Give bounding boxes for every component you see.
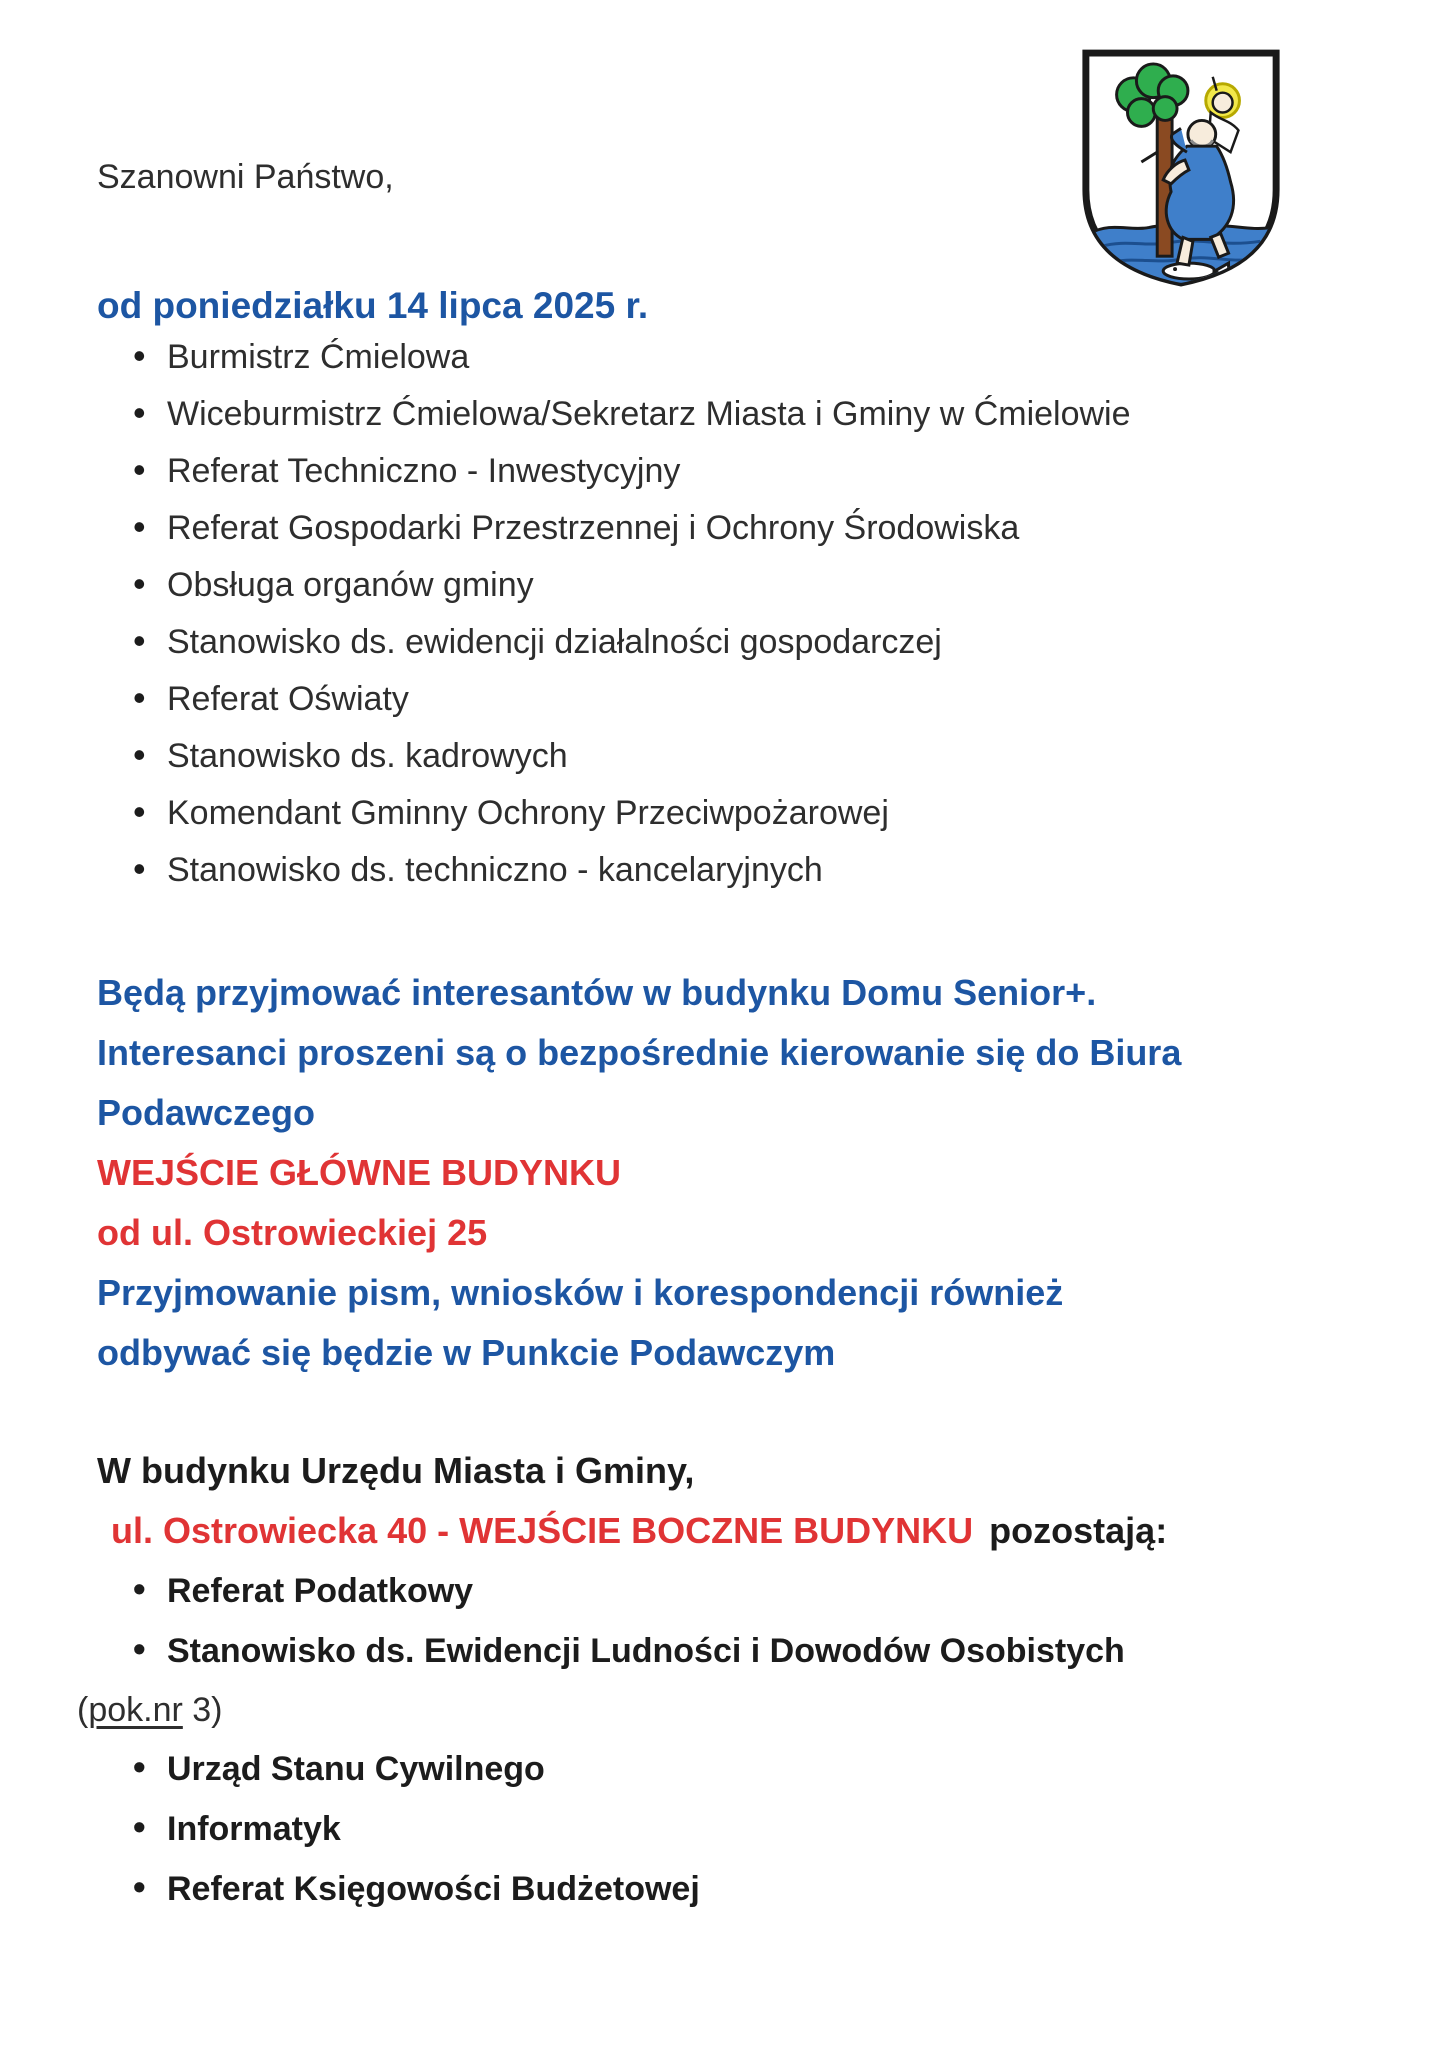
- departments-list-1: [97, 443, 1388, 671]
- list-item: • Stanowisko ds. techniczno - kancelaryjnych: [133, 842, 1388, 899]
- remaining-departments-list-2: [97, 1739, 1388, 1919]
- main-entrance-label: WEJŚCIE GŁÓWNE BUDYNKU: [97, 1152, 622, 1193]
- notice-line: odbywać się będzie w Punkcie Podawczym: [97, 1332, 836, 1373]
- list-item: • Obsługa organów gminy: [133, 557, 1388, 614]
- list-item: • Wiceburmistrz Ćmielowa/Sekretarz Miasta i Gminy w Ćmielowie: [133, 386, 1388, 443]
- list-item: • Referat Podatkowy: [133, 1561, 1388, 1621]
- notice-line: Będą przyjmować interesantów w budynku Domu Senior+.: [97, 972, 1097, 1013]
- departments-list-2: [97, 671, 1388, 899]
- list-item: • Komendant Gminny Ochrony Przeciwpożarowej: [133, 785, 1388, 842]
- notice-line: Interesanci proszeni są o bezpośrednie kierowanie się do Biura: [97, 1032, 1182, 1073]
- remaining-label: pozostają: [989, 1510, 1156, 1551]
- relocation-notice: [97, 963, 1388, 1383]
- list-item: • Referat Księgowości Budżetowej: [133, 1859, 1388, 1919]
- list-item: • Referat Gospodarki Przestrzennej i Ochrony Środowiska: [133, 500, 1388, 557]
- cmielow-coat-of-arms-icon: [1072, 42, 1290, 292]
- notice-line: Przyjmowanie pism, wniosków i korespondencji również: [97, 1272, 1064, 1313]
- town-hall-section: [77, 1441, 1388, 1919]
- remaining-departments-list-1: [97, 1561, 1388, 1681]
- room-number-underlined: pok.nr: [88, 1691, 183, 1729]
- list-item: • Urząd Stanu Cywilnego: [133, 1739, 1388, 1799]
- room-number-note: (pok.nr 3): [77, 1691, 223, 1729]
- list-item: • Informatyk: [133, 1799, 1388, 1859]
- list-item: • Stanowisko ds. kadrowych: [133, 728, 1388, 785]
- list-item: • Referat Techniczno - Inwestycyjny: [133, 443, 1388, 500]
- list-item: • Referat Oświaty: [133, 671, 1388, 728]
- side-entrance-address: ul. Ostrowiecka 40 - WEJŚCIE BOCZNE BUDYNKU: [111, 1510, 974, 1551]
- side-entrance-address-line: [97, 1501, 1388, 1561]
- officials-list: [97, 329, 1388, 443]
- greeting-text: Szanowni Państwo,: [97, 158, 394, 196]
- main-entrance-address: od ul. Ostrowieckiej 25: [97, 1212, 488, 1253]
- list-item: • Burmistrz Ćmielowa: [133, 329, 1388, 386]
- notice-line: Podawczego: [97, 1092, 316, 1133]
- colon: :: [1155, 1510, 1168, 1551]
- list-item: • Stanowisko ds. ewidencji działalności gospodarczej: [133, 614, 1388, 671]
- list-item: • Stanowisko ds. Ewidencji Ludności i Dowodów Osobistych: [133, 1621, 1388, 1681]
- effective-date-heading: od poniedziałku 14 lipca 2025 r.: [97, 285, 649, 326]
- building-heading: W budynku Urzędu Miasta i Gminy,: [97, 1450, 695, 1491]
